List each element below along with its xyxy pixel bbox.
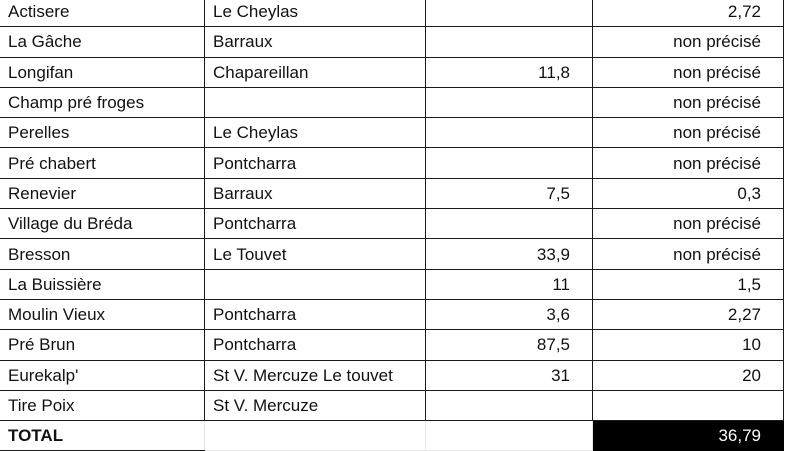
site-cell[interactable]: Moulin Vieux [0,299,205,329]
table-row [0,330,784,360]
table-row [0,87,784,117]
site-cell[interactable]: Actisere [0,0,205,27]
table-row [0,269,784,299]
value-cell[interactable]: 7,5 [426,178,593,208]
value-cell[interactable] [426,390,593,420]
site-cell[interactable]: Champ pré froges [0,87,205,117]
site-cell[interactable]: Bresson [0,239,205,269]
site-cell[interactable]: La Buissière [0,269,205,299]
commune-cell[interactable]: Barraux [205,178,426,208]
site-cell[interactable]: Pré Brun [0,330,205,360]
table-row [0,299,784,329]
value-cell[interactable] [426,27,593,57]
commune-cell[interactable]: Le Touvet [205,239,426,269]
table-row [0,178,784,208]
value2-cell[interactable] [593,390,784,420]
site-cell[interactable]: Perelles [0,118,205,148]
table-row [0,57,784,87]
value2-cell[interactable]: non précisé [593,118,784,148]
value-cell[interactable]: 11 [426,269,593,299]
commune-cell[interactable]: Chapareillan [205,57,426,87]
value-cell[interactable]: 31 [426,360,593,390]
value-cell[interactable]: 87,5 [426,330,593,360]
table-footer [0,421,784,451]
value-cell[interactable] [426,118,593,148]
commune-cell[interactable] [205,87,426,117]
table-row [0,118,784,148]
value-cell[interactable]: 3,6 [426,299,593,329]
value2-cell[interactable]: 0,3 [593,178,784,208]
commune-cell[interactable]: Pontcharra [205,148,426,178]
value2-cell[interactable]: non précisé [593,209,784,239]
commune-cell[interactable]: Le Cheylas [205,0,426,27]
commune-cell[interactable]: Pontcharra [205,209,426,239]
commune-cell[interactable]: Pontcharra [205,299,426,329]
value-cell[interactable] [426,209,593,239]
table-row [0,390,784,420]
site-cell[interactable]: Eurekalp' [0,360,205,390]
table-row [0,0,784,27]
value2-cell[interactable]: non précisé [593,239,784,269]
value2-cell[interactable]: non précisé [593,148,784,178]
site-cell[interactable]: Pré chabert [0,148,205,178]
value-cell[interactable] [426,148,593,178]
value-cell[interactable]: 11,8 [426,57,593,87]
site-cell[interactable]: Tire Poix [0,390,205,420]
total-row [0,421,784,451]
commune-cell[interactable]: St V. Mercuze Le touvet [205,360,426,390]
commune-cell[interactable]: Pontcharra [205,330,426,360]
value-cell[interactable]: 33,9 [426,239,593,269]
site-cell[interactable]: Longifan [0,57,205,87]
value2-cell[interactable]: 2,72 [593,0,784,27]
value-cell[interactable] [426,0,593,27]
value2-cell[interactable]: 10 [593,330,784,360]
value2-cell[interactable]: non précisé [593,57,784,87]
value2-cell[interactable]: 2,27 [593,299,784,329]
total-label[interactable]: TOTAL [0,421,205,451]
site-cell[interactable]: La Gâche [0,27,205,57]
table-row [0,209,784,239]
commune-cell[interactable]: Barraux [205,27,426,57]
table-row [0,360,784,390]
total-value[interactable]: 36,79 [593,421,784,451]
value2-cell[interactable]: non précisé [593,87,784,117]
table-row [0,148,784,178]
total-col3-cell[interactable] [426,421,593,451]
commune-cell[interactable]: St V. Mercuze [205,390,426,420]
commune-cell[interactable] [205,269,426,299]
table-row [0,239,784,269]
site-cell[interactable]: Village du Bréda [0,209,205,239]
value2-cell[interactable]: 20 [593,360,784,390]
commune-cell[interactable]: Le Cheylas [205,118,426,148]
value2-cell[interactable]: 1,5 [593,269,784,299]
total-commune-cell[interactable] [205,421,426,451]
site-cell[interactable]: Renevier [0,178,205,208]
value-cell[interactable] [426,87,593,117]
table-row [0,27,784,57]
value2-cell[interactable]: non précisé [593,27,784,57]
